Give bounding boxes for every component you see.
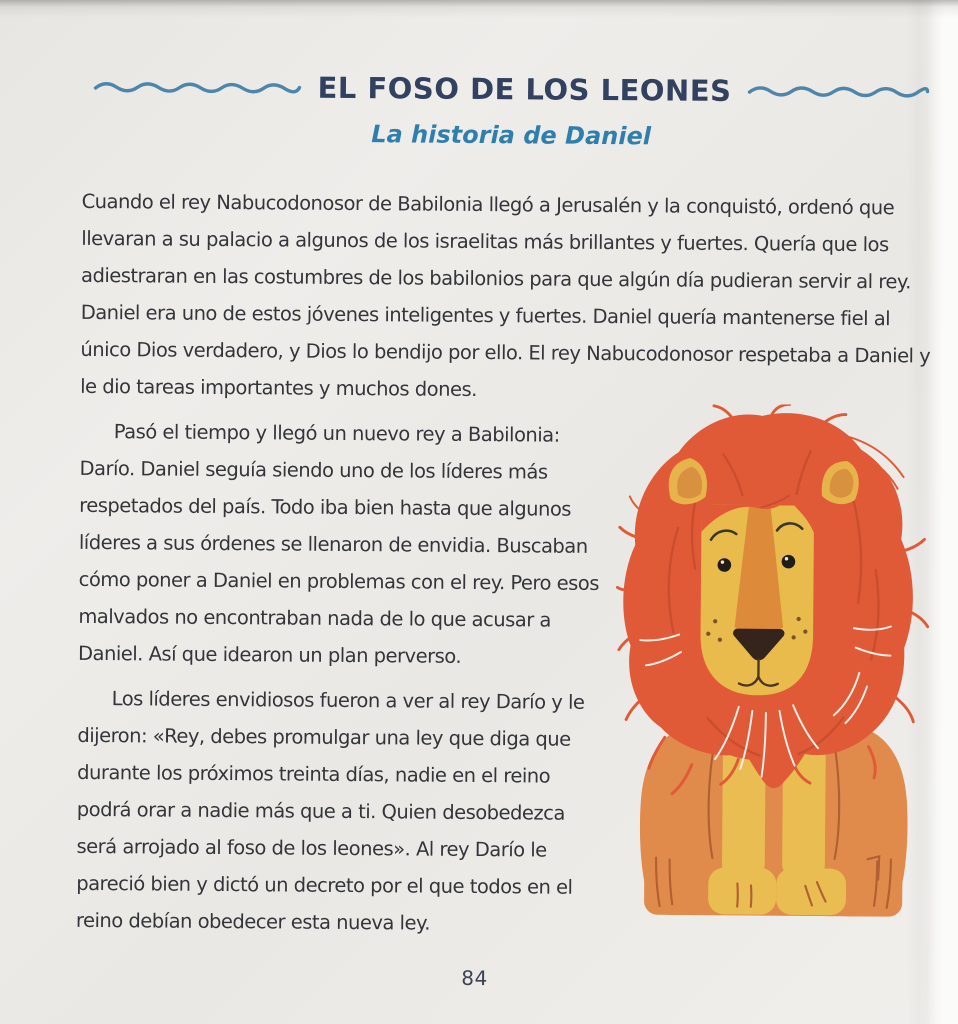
story-paragraph: Los líderes envidiosos fueron a ver al rey Darío y le dijeron: «Rey, debes promulgar una ley que diga que durante los próximos treinta días, nadie en el reino podrá orar a nadie más que a ti. Quien desobedezca será arrojado al foso de los leones». Al rey Darío le pareció bien y dictó un decreto por el que todos en el reino debían obedecer esta nueva ley.	[75, 687, 585, 935]
lion-face	[700, 495, 814, 696]
chapter-header	[82, 67, 941, 154]
title-row	[82, 67, 940, 112]
page-number: 84	[461, 965, 488, 991]
story-paragraph: Cuando el rey Nabucodonosor de Babilonia llegó a Jerusalén y la conquistó, ordenó que llevaran a su palacio a algunos de los israelitas más brillantes y fuertes. Quería que los adiestraran en las costumbres de los babilonios para que algún día pudieran servir al rey. Daniel era uno de estos jóvenes inteligentes y fuertes. Daniel quería mantenerse fiel al único Dios verdadero, y Dios lo bendijo por ello. El rey Nabucodonosor respetaba a Daniel y le dio tareas importantes y muchos dones.	[80, 189, 931, 401]
story-paragraph: Pasó el tiempo y llegó un nuevo rey a Babilonia: Darío. Daniel seguía siendo uno de los líderes más respetados del país. Todo iba bien hasta que algunos líderes a sus órdenes se llenaron de envidia. Buscaban cómo poner a Daniel en problemas con el rey. Pero esos malvados no encontraban nada de lo que acusar a Daniel. Así que idearon un plan perverso.	[77, 420, 600, 668]
page-subtitle: La historia de Daniel	[371, 120, 652, 151]
wavy-line-right-icon	[745, 81, 931, 102]
story-text	[76, 183, 940, 946]
wavy-line-left-icon	[91, 76, 303, 98]
lion-illustration	[612, 403, 938, 930]
sitting-lion-icon	[612, 403, 938, 930]
page-title: EL FOSO DE LOS LEONES	[317, 70, 732, 108]
